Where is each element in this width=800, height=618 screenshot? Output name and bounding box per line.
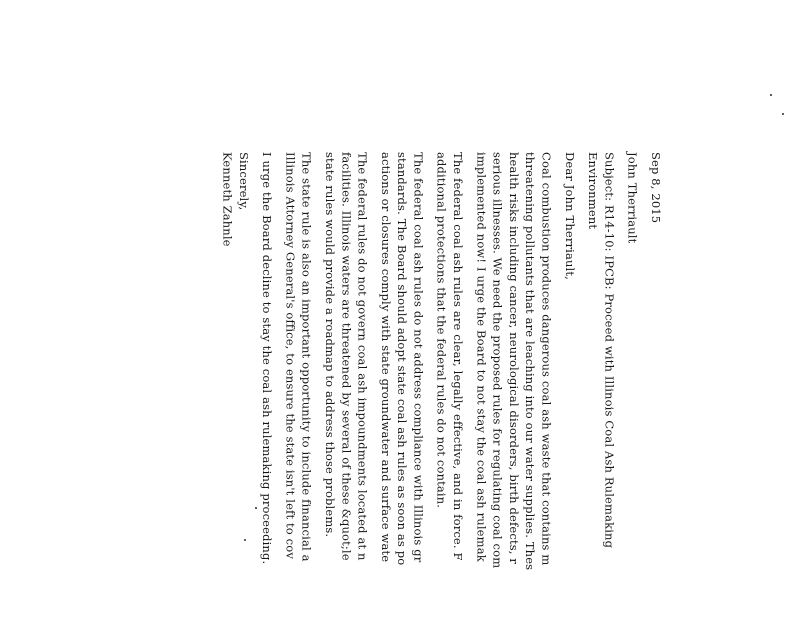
paragraph-line: facilities. Illinois waters are threatened by several of these &quot;le [339, 152, 354, 561]
letter-recipient: John Therriault [625, 152, 640, 244]
paragraph-line: serious illnesses. We need the proposed rules for regulating coal com [490, 152, 505, 569]
letter-signature: Kenneth Zahnle [220, 152, 235, 247]
paragraph-line: health risks including cancer, neurological disorders, birth defects, r [506, 152, 521, 565]
paragraph-line: actions or closures comply with state groundwater and surface wate [378, 152, 393, 563]
paragraph-line: The federal coal ash rules do not address compliance with Illinois gr [411, 152, 426, 563]
scan-speck [770, 94, 772, 96]
paragraph-line: Coal combustion produces dangerous coal ash waste that contains m [539, 152, 554, 566]
paragraph-line: The state rule is also an important opportunity to include financial a [299, 152, 314, 562]
paragraph-line: Illinois Attorney General's office, to ensure the state isn't left to cov [283, 152, 298, 559]
paragraph-line: I urge the Board decline to stay the coal ash rulemaking proceeding. [260, 152, 275, 565]
scan-speck [782, 113, 784, 115]
paragraph-line: threatening pollutants that are leaching into our water supplies. Thes [523, 152, 538, 571]
letter-body [219, 152, 664, 618]
letter-salutation: Dear John Therriault, [562, 152, 577, 280]
paragraph-line: standards. The Board should adopt state coal ash rules as soon as po [395, 152, 410, 566]
paragraph-line: additional protections that the federal rules do not contain. [434, 152, 449, 509]
letter-subject-line: Subject: R14-10: IPCB: Proceed with Illinois Coal Ash Rulemaking [602, 152, 617, 549]
letter-subject-line: Environment [586, 152, 601, 230]
letter-date: Sep 8, 2015 [649, 152, 663, 224]
paragraph-line: The federal coal ash rules are clear, legally effective, and in force. F [451, 152, 466, 561]
paragraph-line: implemented now! I urge the Board to not stay the coal ash rulemak [474, 152, 489, 562]
paragraph-line: The federal rules do not govern coal ash impoundments located at n [355, 152, 370, 561]
paragraph-line: state rules would provide a roadmap to address those problems. [322, 152, 337, 538]
letter-closing: Sincerely, [236, 152, 251, 211]
